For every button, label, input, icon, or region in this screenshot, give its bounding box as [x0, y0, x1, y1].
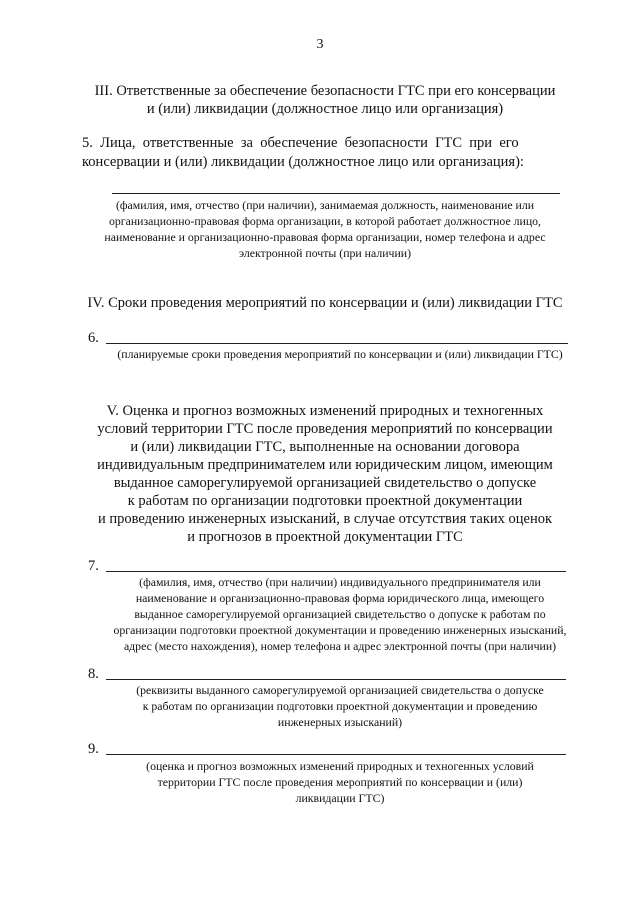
item-8-caption-2: к работам по организации подготовки проектной документации и проведению — [142, 699, 538, 713]
section-5-heading-line-3: и (или) ликвидации ГТС, выполненные на основании договора — [130, 439, 520, 455]
item-9-number: 9. — [88, 741, 99, 757]
item-6-fill-line — [106, 343, 568, 344]
item-7-fill-line — [106, 571, 566, 572]
item-9-caption-2: территории ГТС после проведения мероприятий по консервации и (или) — [157, 775, 523, 789]
item-5-fill-line — [112, 193, 560, 194]
item-9-caption-1: (оценка и прогноз возможных изменений природных и техногенных условий — [146, 759, 534, 773]
item-6-number: 6. — [88, 330, 99, 346]
item-5-caption-4: электронной почты (при наличии) — [238, 246, 412, 260]
item-5-caption-3: наименование и организационно-правовая форма организации, номер телефона и адрес — [104, 230, 546, 244]
item-9-caption-3: ликвидации ГТС) — [295, 791, 385, 805]
section-5-heading-line-1: V. Оценка и прогноз возможных изменений природных и техногенных — [106, 403, 544, 419]
section-3-heading-line-2: и (или) ликвидации (должностное лицо или организация) — [146, 101, 504, 117]
item-9-fill-line — [106, 754, 566, 755]
section-5-heading-line-2: условий территории ГТС после проведения мероприятий по консервации — [97, 421, 553, 437]
item-5-caption-1: (фамилия, имя, отчество (при наличии), занимаемая должность, наименование или — [115, 198, 535, 212]
item-7-caption-5: адрес (место нахождения), номер телефона и адрес электронной почты (при наличии) — [123, 639, 557, 653]
item-8-caption-3: инженерных изысканий) — [277, 715, 403, 729]
section-5-heading-line-6: к работам по организации подготовки проектной документации — [127, 493, 523, 509]
item-8-fill-line — [106, 679, 566, 680]
page-number: 3 — [316, 37, 324, 52]
section-5-heading-line-8: и прогнозов в проектной документации ГТС — [187, 529, 463, 545]
item-7-caption-4: организации подготовки проектной документации и проведению инженерных изысканий, — [113, 623, 567, 637]
section-5-heading-line-4: индивидуальным предпринимателем или юридическим лицом, имеющим — [97, 457, 553, 473]
item-5-text-line-1: 5. Лица, ответственные за обеспечение безопасности ГТС при его — [82, 135, 519, 151]
section-5-heading-line-7: и проведению инженерных изысканий, в случае отсутствия таких оценок — [97, 511, 553, 527]
item-5-caption-2: организационно-правовая форма организации, в которой работает должностное лицо, — [109, 214, 541, 228]
section-4-heading: IV. Сроки проведения мероприятий по консервации и (или) ликвидации ГТС — [87, 295, 563, 311]
item-6-caption: (планируемые сроки проведения мероприятий по консервации и (или) ликвидации ГТС) — [117, 347, 563, 361]
item-7-caption-3: выданное саморегулируемой организацией свидетельство о допуске к работам по — [134, 607, 546, 621]
item-5-text-line-2: консервации и (или) ликвидации (должностное лицо или организация): — [82, 154, 524, 170]
item-8-number: 8. — [88, 666, 99, 682]
section-3-heading-line-1: III. Ответственные за обеспечение безопасности ГТС при его консервации — [94, 83, 556, 99]
item-7-caption-2: наименование и организационно-правовая форма юридического лица, имеющего — [135, 591, 545, 605]
item-7-caption-1: (фамилия, имя, отчество (при наличии) индивидуального предпринимателя или — [139, 575, 541, 589]
item-7-number: 7. — [88, 558, 99, 574]
item-8-caption-1: (реквизиты выданного саморегулируемой организацией свидетельства о допуске — [136, 683, 544, 697]
section-5-heading-line-5: выданное саморегулируемой организацией свидетельство о допуске — [113, 475, 537, 491]
